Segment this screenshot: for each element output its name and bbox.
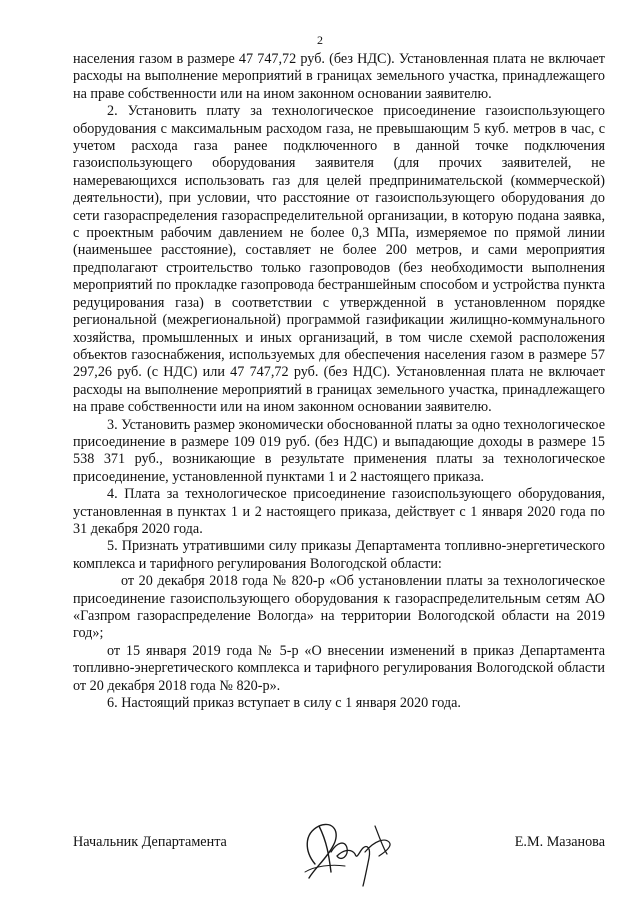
paragraph-item-3: 3. Установить размер экономически обоснованной платы за одно технологическое присоединение в размере 109 019 руб. (без НДС) и выпадающие доходы в размере 15 538 371 руб., возникающие в результате применения платы за технологическое присоединение, установленной пунктами 1 и 2 настоящего приказа. [73,416,605,485]
repealed-order-1: от 20 декабря 2018 года № 820-р «Об установлении платы за технологическое присоединение газоиспользующего оборудования к газораспределительным сетям АО «Газпром газораспределение Вологда» на территории Вологодской области на 2019 год»; [73,573,605,642]
signatory-name: Е.М. Мазанова [514,834,605,850]
paragraph-item-2: 2. Установить плату за технологическое присоединение газоиспользующего оборудования с максимальным расходом газа, не превышающим 5 куб. метров в час, с учетом расхода газа ранее подключенного в данной точке подключения газоиспользующего оборудования заявителя (для прочих заявителей, не намеревающихся использовать газ для целей предпринимательской (коммерческой) деятельности), при условии, что расстояние от газоиспользующего оборудования до сети газораспределения газораспределительной организации, в которую подана заявка, с проектным рабочим давлением не более 0,3 МПа, измеряемое по прямой линии (наименьшее расстояние), составляет не более 200 метров, и сами мероприятия предполагают строительство только газопроводов (без необходимости выполнения мероприятий по прокладке газопровода бестраншейным способом и устройства пункта редуцирования газа) в соответствии с утвержденной в установленном порядке региональной (межрегиональной) программой газификации жилищно-коммунального хозяйства, промышленных и иных организаций, в том числе схемой расположения объектов газоснабжения, используемых для обеспечения населения газом в размере 57 297,26 руб. (с НДС) или 47 747,72 руб. (без НДС). Установленная плата не включает расходы на выполнение мероприятий в границах земельного участка, принадлежащего на праве собственности или на ином законном основании заявителю. [73,103,605,416]
paragraph-item-5: 5. Признать утратившими силу приказы Департамента топливно-энергетического комплекса и тарифного регулирования Вологодской области: [73,538,605,572]
repealed-order-2: от 15 января 2019 года № 5-р «О внесении изменений в приказ Департамента топливно-энергетического комплекса и тарифного регулирования Вологодской области от 20 декабря 2018 года № 820-р». [73,642,605,694]
paragraph-1-continuation: населения газом в размере 47 747,72 руб. (без НДС). Установленная плата не включает расходы на выполнение мероприятий в границах земельного участка, принадлежащего на праве собственности или на ином законном основании заявителю. [73,51,605,102]
document-body [73,51,605,712]
signatory-position: Начальник Департамента [73,834,227,850]
paragraph-item-6: 6. Настоящий приказ вступает в силу с 1 января 2020 года. [107,695,461,712]
handwritten-signature [275,812,405,892]
signature-block [73,830,605,870]
paragraph-item-4: 4. Плата за технологическое присоединение газоиспользующего оборудования, установленная в пунктах 1 и 2 настоящего приказа, действует с 1 января 2020 года по 31 декабря 2020 года. [73,486,605,537]
page-number: 2 [317,33,323,47]
